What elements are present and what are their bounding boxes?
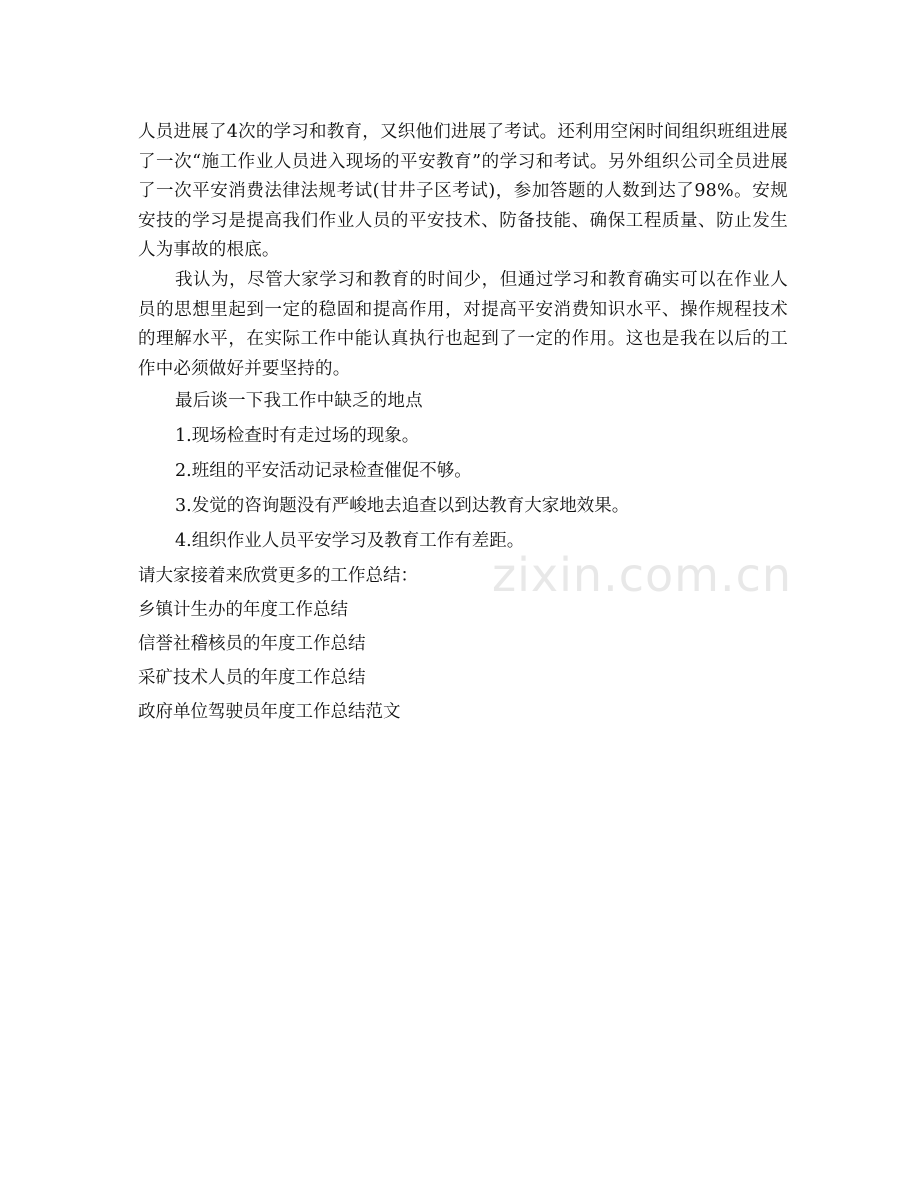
shortcoming-item-2: 2.班组的平安活动记录检查催促不够。 xyxy=(175,461,472,482)
related-link-2[interactable]: 信誉社稽核员的年度工作总结 xyxy=(138,634,366,655)
paragraph-opinion: 我认为，尽管大家学习和教育的时间少，但通过学习和教育确实可以在作业人员的思想里起到一定的稳固和提高作用，对提高平安消费知识水平、操作规程技术的理解水平，在实际工作中能认真执行也起到了一定的作用。这也是我在以后的工作中必须做好并要坚持的。 xyxy=(138,269,788,379)
shortcoming-item-4: 4.组织作业人员平安学习及教育工作有差距。 xyxy=(175,531,525,552)
related-link-3[interactable]: 采矿技术人员的年度工作总结 xyxy=(138,668,366,689)
shortcoming-item-3: 3.发觉的咨询题没有严峻地去追查以到达教育大家地效果。 xyxy=(175,496,630,517)
watermark: zixin.com.cn xyxy=(492,548,793,602)
paragraph-shortcomings-heading: 最后谈一下我工作中缺乏的地点 xyxy=(175,391,423,412)
document-body xyxy=(138,118,788,729)
shortcoming-item-1: 1.现场检查时有走过场的现象。 xyxy=(175,426,420,447)
related-links xyxy=(138,559,788,729)
related-link-1[interactable]: 乡镇计生办的年度工作总结 xyxy=(138,600,348,621)
more-intro: 请大家接着来欣赏更多的工作总结： xyxy=(138,566,418,587)
related-link-4[interactable]: 政府单位驾驶员年度工作总结范文 xyxy=(138,702,401,723)
paragraph-training: 人员进展了4次的学习和教育，又织他们进展了考试。还利用空闲时间组织班组进展了一次“施工作业人员进入现场的平安教育”的学习和考试。另外组织公司全员进展了一次平安消费法律法规考试(甘井子区考试)，参加答题的人数到达了98%。安规安技的学习是提高我们作业人员的平安技术、防备技能、确保工程质量、防止发生人为事故的根底。 xyxy=(138,122,788,261)
